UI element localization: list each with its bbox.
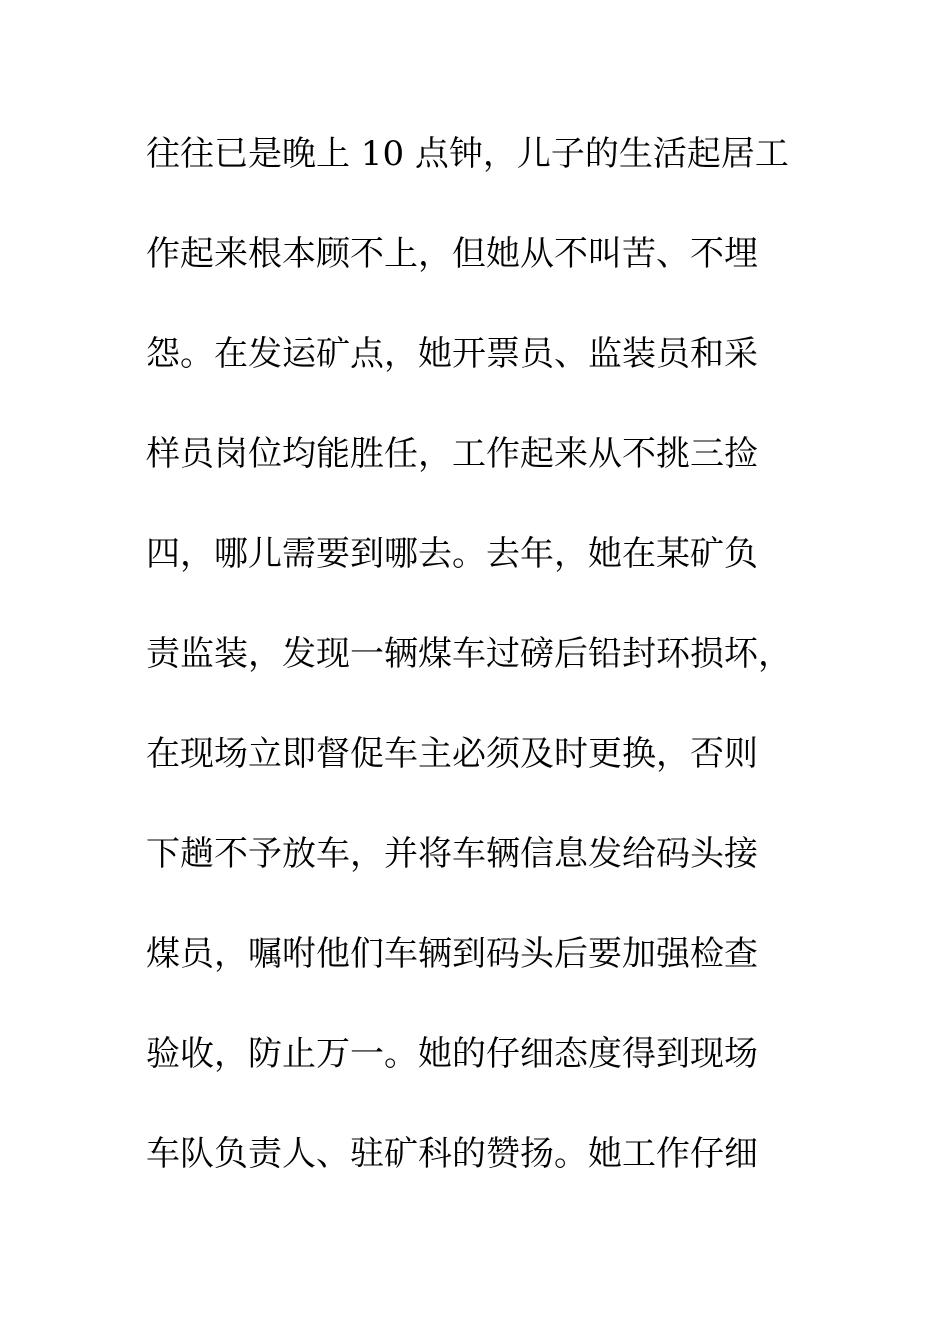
text-line: 作起来根本顾不上，但她从不叫苦、不埋 bbox=[146, 234, 758, 274]
text-line: 往往已是晚上 10 点钟，儿子的生活起居工 bbox=[146, 134, 789, 174]
text-line: 样员岗位均能胜任，工作起来从不挑三捡 bbox=[146, 434, 758, 474]
text-line: 怨。在发运矿点，她开票员、监装员和采 bbox=[146, 334, 758, 374]
body-text bbox=[146, 126, 826, 1226]
text-line: 煤员，嘱咐他们车辆到码头后要加强检查 bbox=[146, 934, 758, 974]
text-line: 责监装，发现一辆煤车过磅后铅封环损坏， bbox=[146, 634, 792, 674]
text-line: 在现场立即督促车主必须及时更换，否则 bbox=[146, 734, 758, 774]
text-line: 四，哪儿需要到哪去。去年，她在某矿负 bbox=[146, 534, 758, 574]
text-line: 车队负责人、驻矿科的赞扬。她工作仔细 bbox=[146, 1134, 758, 1174]
text-line: 下趟不予放车，并将车辆信息发给码头接 bbox=[146, 834, 758, 874]
text-line: 验收，防止万一。她的仔细态度得到现场 bbox=[146, 1034, 758, 1074]
